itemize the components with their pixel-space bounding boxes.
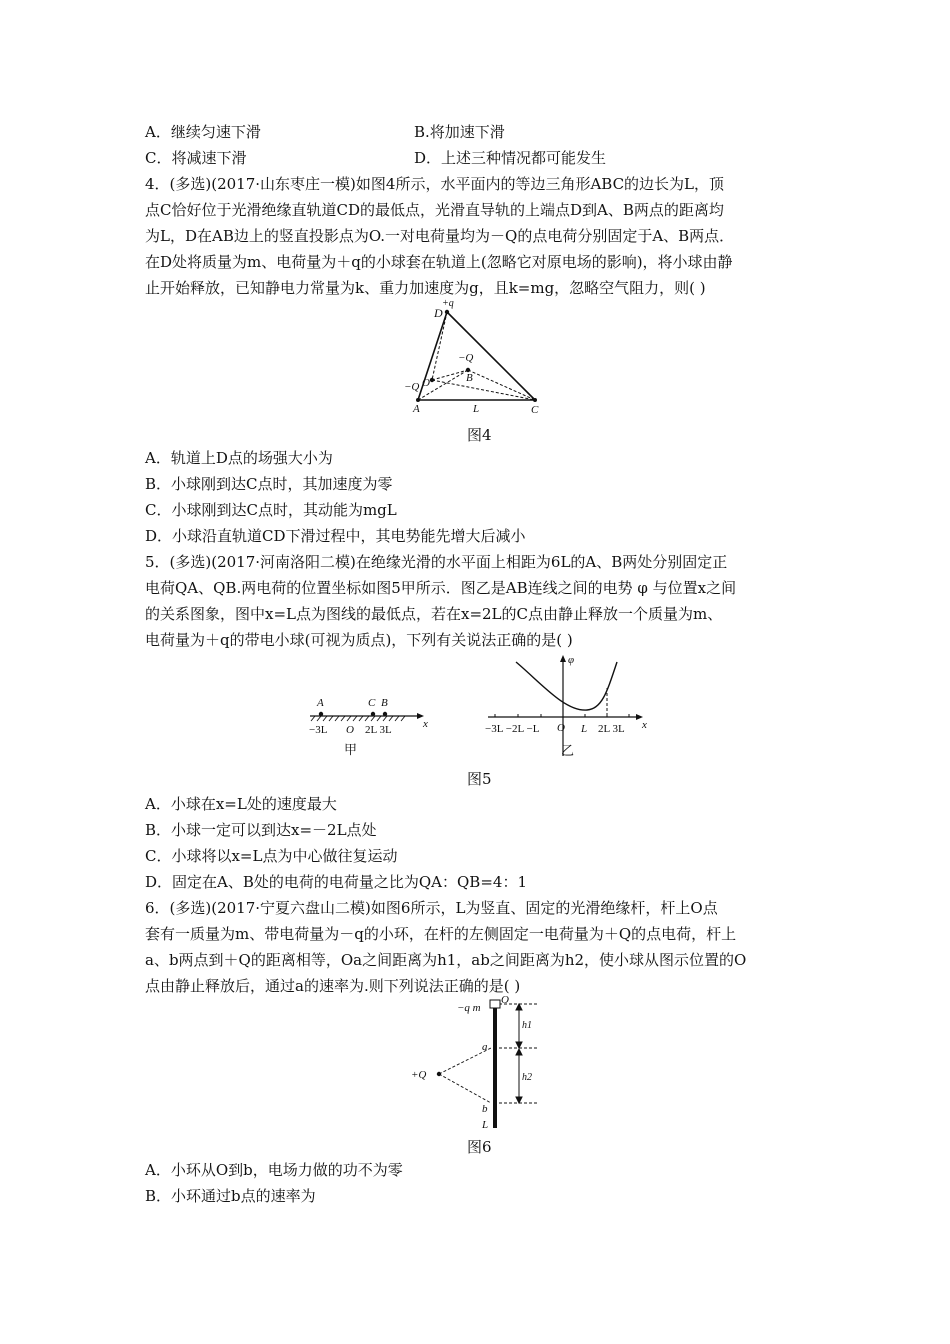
q6-line-4: 点由静止释放后，通过a的速率为.则下列说法正确的是( ) [145,977,521,995]
q5-line-2: 电荷QA、QB.两电荷的位置坐标如图5甲所示．图乙是AB连线之间的电势 φ 与位置x之间 [145,579,737,597]
figure-6-caption: 图6 [467,1138,492,1156]
charge-b [383,712,387,716]
label-h1: h1 [522,1020,532,1031]
charge-a [319,712,323,716]
label-l: L [482,1119,489,1131]
figure-6 [405,994,555,1131]
q3-option-c: C．将减速下滑 [145,149,247,167]
figure-5-left [305,690,435,760]
label-jia: 甲 [344,742,358,757]
tick-neg-3l: −3L [309,724,328,736]
label-minus-q-b: −Q [458,352,474,364]
label-c: C [368,697,376,709]
point-c [371,712,375,716]
q6-option-a: A．小环从O到b，电场力做的功不为零 [145,1161,403,1179]
potential-curve [516,662,617,710]
q5-option-a: A．小球在x=L处的速度最大 [145,795,337,813]
q4-line-1: 4．(多选)(2017·山东枣庄一模)如图4所示，水平面内的等边三角形ABC的边长为L，顶 [145,175,725,193]
q3-option-d: D．上述三种情况都可能发生 [414,149,607,167]
q6-option-b: B．小环通过b点的速率为 [145,1187,316,1205]
q3-option-b: B.将加速下滑 [414,123,505,141]
label-minus-q-m: −q m [457,1002,481,1014]
q4-line-4: 在D处将质量为m、电荷量为＋q的小球套在轨道上(忽略它对原电场的影响)，将小球由静 [145,253,733,271]
tick-origin: O [557,722,565,734]
charge-plus-q [437,1072,441,1076]
label-b: B [466,372,473,384]
label-b: B [381,697,388,709]
q6-line-3: a、b两点到＋Q的距离相等，Oa之间距离为h1，ab之间距离为h2，使小球从图示位置的O [145,951,747,969]
q4-option-d: D．小球沿直轨道CD下滑过程中，其电势能先增大后减小 [145,527,526,545]
tick-positives: 2L 3L [598,723,625,735]
label-b: b [482,1103,488,1115]
label-phi: φ [568,654,575,666]
q4-option-c: C．小球刚到达C点时，其动能为mgL [145,501,397,519]
q4-option-a: A．轨道上D点的场强大小为 [145,449,333,467]
tick-origin: O [346,724,354,736]
label-plus-q: +q [442,298,454,309]
q4-line-2: 点C恰好位于光滑绝缘直轨道CD的最低点，光滑直导轨的上端点D到A、B两点的距离均 [145,201,724,219]
label-plus-q: +Q [411,1069,427,1081]
q5-line-4: 电荷量为＋q的带电小球(可视为质点)，下列有关说法正确的是( ) [145,631,573,649]
figure-4-caption: 图4 [467,426,492,444]
point-o [430,378,434,382]
label-o: O [501,994,509,1006]
q5-option-c: C．小球将以x=L点为中心做往复运动 [145,847,398,865]
q5-option-b: B．小球一定可以到达x=－2L点处 [145,821,377,839]
tick-2l-3l: 2L 3L [365,724,392,736]
q5-line-3: 的关系图象，图中x=L点为图线的最低点，若在x=2L的C点由静止释放一个质量为m、 [145,605,723,623]
point-d [445,310,449,314]
label-d: D [434,306,443,320]
point-c [533,398,537,402]
label-x: x [423,718,428,730]
label-c: C [531,404,539,416]
label-l: L [473,403,480,415]
q6-line-2: 套有一质量为m、带电荷量为－q的小环，在杆的左侧固定一电荷量为＋Q的点电荷，杆上 [145,925,737,943]
ring [490,1000,500,1008]
figure-5-caption: 图5 [467,770,492,788]
label-a: a [482,1041,488,1053]
label-a: A [413,403,420,415]
label-a: A [317,697,324,709]
q5-line-1: 5．(多选)(2017·河南洛阳二模)在绝缘光滑的水平面上相距为6L的A、B两处分别固定正 [145,553,728,571]
figure-4 [400,300,560,420]
q6-line-1: 6．(多选)(2017·宁夏六盘山二模)如图6所示，L为竖直、固定的光滑绝缘杆，杆上O点 [145,899,718,917]
rod-l [493,1002,497,1128]
q3-option-a: A．继续匀速下滑 [145,123,261,141]
label-o: O [422,377,430,389]
q4-option-b: B．小球刚到达C点时，其加速度为零 [145,475,393,493]
tick-l: L [581,723,588,735]
label-minus-q-a: −Q [404,381,420,393]
label-h2: h2 [522,1072,532,1083]
q5-option-d: D．固定在A、B处的电荷的电荷量之比为QA：QB=4：1 [145,873,527,891]
label-x: x [642,719,647,731]
q4-line-3: 为L，D在AB边上的竖直投影点为O.一对电荷量均为－Q的点电荷分别固定于A、B两点． [145,227,735,245]
tick-negatives: −3L −2L −L [485,723,540,735]
q4-line-5: 止开始释放，已知静电力常量为k、重力加速度为g，且k=mg，忽略空气阻力，则( ) [145,279,706,297]
figure-5-right [480,652,655,760]
label-yi: 乙 [561,743,575,758]
point-a [416,398,420,402]
